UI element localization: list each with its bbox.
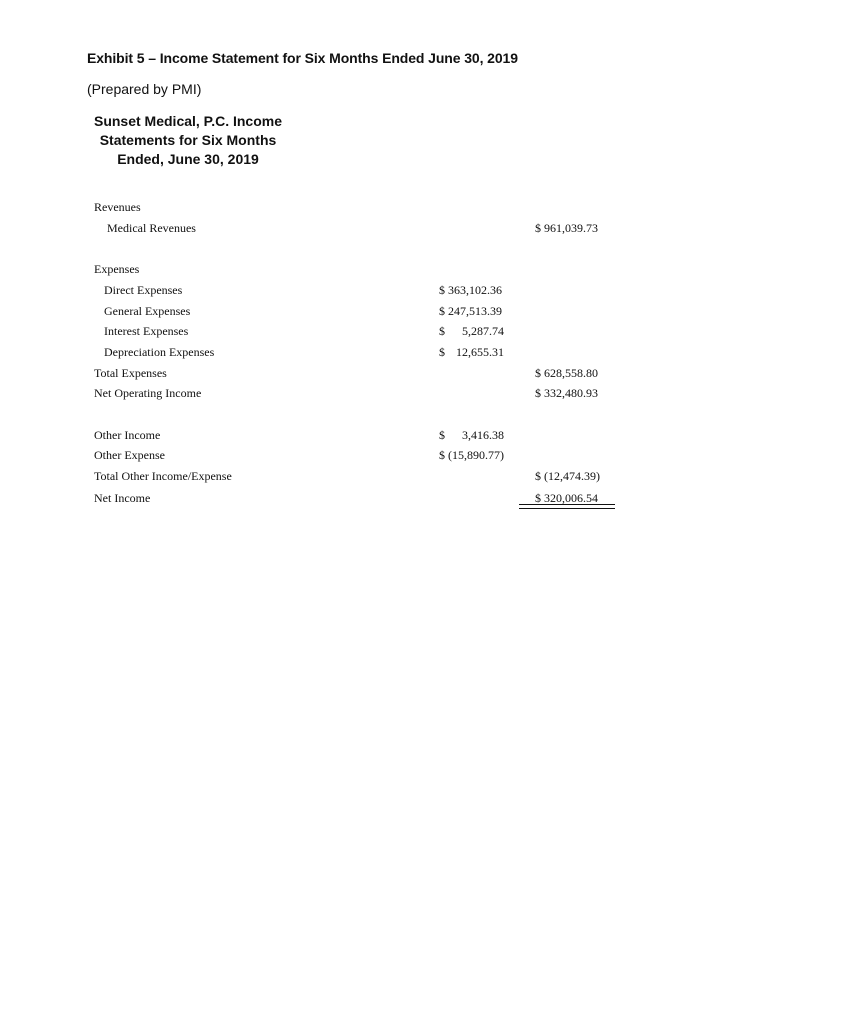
interest-expenses-value: 5,287.74 bbox=[462, 324, 504, 338]
net-operating-income-label: Net Operating Income bbox=[94, 386, 202, 400]
other-expense-value: $ (15,890.77) bbox=[439, 448, 504, 462]
other-income-sign: $ bbox=[439, 428, 445, 442]
total-other-label: Total Other Income/Expense bbox=[94, 469, 232, 483]
net-income-label: Net Income bbox=[94, 491, 151, 505]
depreciation-expenses-sign: $ bbox=[439, 345, 445, 359]
general-expenses-value: $ 247,513.39 bbox=[439, 304, 502, 318]
total-expenses-label: Total Expenses bbox=[94, 366, 167, 380]
total-expenses-value: $ 628,558.80 bbox=[535, 366, 598, 380]
medical-revenues-value: $ 961,039.73 bbox=[535, 221, 598, 235]
net-income-double-underline bbox=[519, 504, 615, 509]
other-expense-label: Other Expense bbox=[94, 448, 165, 462]
other-income-label: Other Income bbox=[94, 428, 161, 442]
other-income-value: 3,416.38 bbox=[462, 428, 504, 442]
direct-expenses-value: $ 363,102.36 bbox=[439, 283, 502, 297]
interest-expenses-sign: $ bbox=[439, 324, 445, 338]
exhibit-title: Exhibit 5 – Income Statement for Six Months Ended June 30, 2019 bbox=[87, 50, 518, 66]
statement-title: Sunset Medical, P.C. Income Statements for Six Months Ended, June 30, 2019 bbox=[93, 113, 283, 167]
depreciation-expenses-value: 12,655.31 bbox=[456, 345, 504, 359]
total-other-value: $ (12,474.39) bbox=[535, 469, 600, 483]
direct-expenses-label: Direct Expenses bbox=[104, 283, 183, 297]
prepared-by-note: (Prepared by PMI) bbox=[87, 81, 202, 97]
general-expenses-label: General Expenses bbox=[104, 304, 191, 318]
revenues-section-label: Revenues bbox=[94, 200, 141, 214]
interest-expenses-label: Interest Expenses bbox=[104, 324, 189, 338]
net-income-value: $ 320,006.54 bbox=[535, 491, 598, 505]
depreciation-expenses-label: Depreciation Expenses bbox=[104, 345, 215, 359]
expenses-section-label: Expenses bbox=[94, 262, 140, 276]
medical-revenues-label: Medical Revenues bbox=[107, 221, 196, 235]
net-operating-income-value: $ 332,480.93 bbox=[535, 386, 598, 400]
